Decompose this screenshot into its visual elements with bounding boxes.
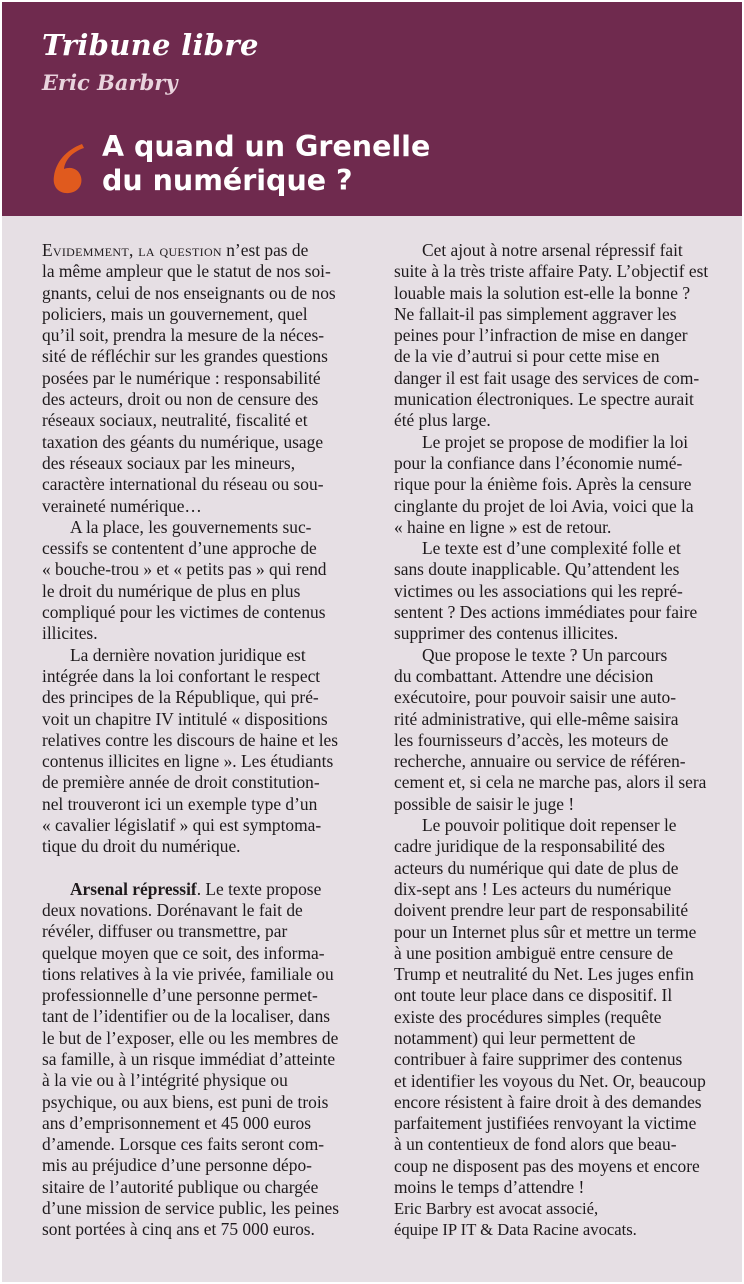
left-column <box>42 240 372 1241</box>
paragraph <box>394 240 724 432</box>
text-line: d’une mission de service public, les peines <box>42 1198 340 1219</box>
text-line: été plus large. <box>394 410 491 431</box>
text-line: et identifier les voyous du Net. Or, beaucoup <box>394 1070 706 1091</box>
text-line: sentent ? Des actions immédiates pour faire <box>394 602 698 623</box>
paragraph <box>42 517 372 645</box>
text-line: notamment) qui leur permettent de <box>394 1027 636 1048</box>
text-line: les fournisseurs d’accès, les moteurs de <box>394 729 669 750</box>
text-line: à une position ambiguë entre censure de <box>394 942 674 963</box>
text-line: le but de l’exposer, elle ou les membres de <box>42 1027 339 1048</box>
article-page <box>2 2 742 1282</box>
text-line: des réseaux sociaux par les mineurs, <box>42 452 296 473</box>
text-line: la même ampleur que le statut de nos soi- <box>42 261 331 282</box>
text-line: contribuer à faire supprimer des contenus <box>394 1049 683 1070</box>
text-line: possible de saisir le juge ! <box>394 793 575 814</box>
text-line: Le projet se propose de modifier la loi <box>422 431 689 452</box>
text-line: cement et, si cela ne marche pas, alors il sera <box>394 772 707 793</box>
text-line: à la vie ou à l’intégrité physique ou <box>42 1070 288 1091</box>
text-line: cessifs se contentent d’une approche de <box>42 538 317 559</box>
text-line: taxation des géants du numérique, usage <box>42 431 324 452</box>
text-line: policiers, mais un gouvernement, quel <box>42 303 308 324</box>
text-line: de la vie d’autrui si pour cette mise en <box>394 346 660 367</box>
text-line: Le texte est d’une complexité folle et <box>422 538 681 559</box>
quote-mark-icon <box>42 140 88 196</box>
text-line: danger il est fait usage des services de com- <box>394 367 700 388</box>
text-line: sité de réfléchir sur les grandes questions <box>42 346 328 367</box>
text-line: psychique, ou aux biens, est puni de trois <box>42 1091 329 1112</box>
text-line: quelque moyen que ce soit, des informa- <box>42 942 325 963</box>
text-line: le droit du numérique de plus en plus <box>42 580 301 601</box>
text-line: exécutoire, pour pouvoir saisir une auto- <box>394 687 677 708</box>
text-line: pour la confiance dans l’économie numé- <box>394 452 683 473</box>
right-column <box>394 240 724 1240</box>
text-line: munication électroniques. Le spectre aurait <box>394 389 694 410</box>
text-line: Que propose le texte ? Un parcours <box>422 644 668 665</box>
author-signature <box>394 1198 724 1240</box>
text-line: Evidemment, la question n’est pas de <box>42 240 309 260</box>
text-line: sitaire de l’autorité publique ou chargée <box>42 1176 319 1197</box>
text-line: tions relatives à la vie privée, familiale ou <box>42 963 334 984</box>
text-line: cinglante du projet de loi Avia, voici que la <box>394 495 694 516</box>
paragraph <box>394 432 724 538</box>
text-line: voit un chapitre IV intitulé « dispositions <box>42 708 328 729</box>
text-line: louable mais la solution est-elle la bonne ? <box>394 282 691 303</box>
text-line: suite à la très triste affaire Paty. L’objectif est <box>394 261 709 282</box>
text-line: Trump et neutralité du Net. Les juges enfin <box>394 964 694 985</box>
text-line: Arsenal répressif. Le texte propose <box>70 878 322 899</box>
text-line: supprimer des contenus illicites. <box>394 623 619 644</box>
text-line: du combattant. Attendre une décision <box>394 665 654 686</box>
rubric-title: Tribune libre <box>42 28 259 62</box>
text-line: relatives contre les discours de haine et les <box>42 729 339 750</box>
text-line: tique du droit du numérique. <box>42 836 241 857</box>
text-line: encore résistent à faire droit à des demandes <box>394 1091 702 1112</box>
text-line: « cavalier législatif » qui est symptoma- <box>42 815 322 836</box>
text-line: doivent prendre leur part de responsabilité <box>394 900 689 921</box>
paragraph <box>42 879 372 1241</box>
text-line: A la place, les gouvernements suc- <box>70 516 312 537</box>
text-line: de première année de droit constitution- <box>42 772 320 793</box>
text-line: tant de l’identifier ou de la localiser, dans <box>42 1006 331 1027</box>
headline-line: du numérique ? <box>102 164 353 197</box>
headline <box>102 130 430 198</box>
text-line: intégrée dans la loi confortant le respect <box>42 665 321 686</box>
text-line: réseaux sociaux, neutralité, fiscalité et <box>42 410 308 431</box>
text-line: Ne fallait-il pas simplement aggraver les <box>394 303 677 324</box>
lead-in: Evidemment, la question <box>42 240 222 260</box>
text-line: posées par le numérique : responsabilité <box>42 367 321 388</box>
text-line: ont toute leur place dans ce dispositif. Il <box>394 985 673 1006</box>
article-header <box>2 2 742 216</box>
text-line: qu’il soit, prendra la mesure de la néces- <box>42 325 325 346</box>
text-line: coup ne disposent pas des moyens et encore <box>394 1155 700 1176</box>
text-line: contenus illicites en ligne ». Les étudiants <box>42 751 334 772</box>
text-line: acteurs du numérique qui date de plus de <box>394 857 679 878</box>
author-name: Eric Barbry <box>42 70 178 95</box>
section-lead: Arsenal répressif <box>70 878 197 899</box>
text-line: cadre juridique de la responsabilité des <box>394 836 665 857</box>
paragraph <box>394 645 724 815</box>
paragraph-gap <box>42 858 372 879</box>
text-line: moins le temps d’attendre ! <box>394 1177 585 1198</box>
text-line: mis au préjudice d’une personne dépo- <box>42 1155 312 1176</box>
text-line: La dernière novation juridique est <box>70 644 306 665</box>
paragraph <box>394 815 724 1198</box>
text-line: professionnelle d’une personne permet- <box>42 985 318 1006</box>
text-line: recherche, annuaire ou service de référen- <box>394 751 686 772</box>
text-line: victimes ou les associations qui les repré- <box>394 580 683 601</box>
text-line: équipe IP IT & Data Racine avocats. <box>394 1220 637 1240</box>
text-line: peines pour l’infraction de mise en danger <box>394 325 688 346</box>
text-line: caractère international du réseau ou sou- <box>42 474 324 495</box>
text-line: Le pouvoir politique doit repenser le <box>422 815 677 836</box>
paragraph <box>394 538 724 644</box>
text-line: gnants, celui de nos enseignants ou de nos <box>42 282 336 303</box>
text-line: révéler, diffuser ou transmettre, par <box>42 921 288 942</box>
text-line: « bouche-trou » et « petits pas » qui rend <box>42 559 327 580</box>
text-line: Cet ajout à notre arsenal répressif fait <box>422 240 683 260</box>
text-line: des acteurs, droit ou non de censure des <box>42 389 319 410</box>
text-line: Eric Barbry est avocat associé, <box>394 1199 599 1219</box>
text-line: deux novations. Dorénavant le fait de <box>42 899 303 920</box>
text-line: sans doute inapplicable. Qu’attendent les <box>394 559 680 580</box>
text-line: des principes de la République, qui pré- <box>42 687 319 708</box>
text-line: veraineté numérique… <box>42 495 202 516</box>
text-line: « haine en ligne » est de retour. <box>394 516 612 537</box>
headline-line: A quand un Grenelle <box>102 130 431 163</box>
text-line: sa famille, à un risque immédiat d’atteinte <box>42 1048 336 1069</box>
text-line: d’amende. Lorsque ces faits seront com- <box>42 1134 325 1155</box>
paragraph <box>42 240 372 517</box>
text-line: rique pour la énième fois. Après la censure <box>394 474 692 495</box>
text-line: dix-sept ans ! Les acteurs du numérique <box>394 878 672 899</box>
text-line: pour un Internet plus sûr et mettre un terme <box>394 921 697 942</box>
text-line: compliqué pour les victimes de contenus <box>42 602 326 623</box>
text-line: parfaitement justifiées renvoyant la victime <box>394 1113 697 1134</box>
text-line: rité administrative, qui elle-même saisira <box>394 708 679 729</box>
paragraph <box>42 645 372 858</box>
text-line: illicites. <box>42 623 98 644</box>
text-line: sont portées à cinq ans et 75 000 euros. <box>42 1219 315 1240</box>
text-line: à un contentieux de fond alors que beau- <box>394 1134 677 1155</box>
text-line: ans d’emprisonnement et 45 000 euros <box>42 1112 312 1133</box>
text-line: existe des procédures simples (requête <box>394 1006 662 1027</box>
text-line: nel trouveront ici un exemple type d’un <box>42 793 318 814</box>
